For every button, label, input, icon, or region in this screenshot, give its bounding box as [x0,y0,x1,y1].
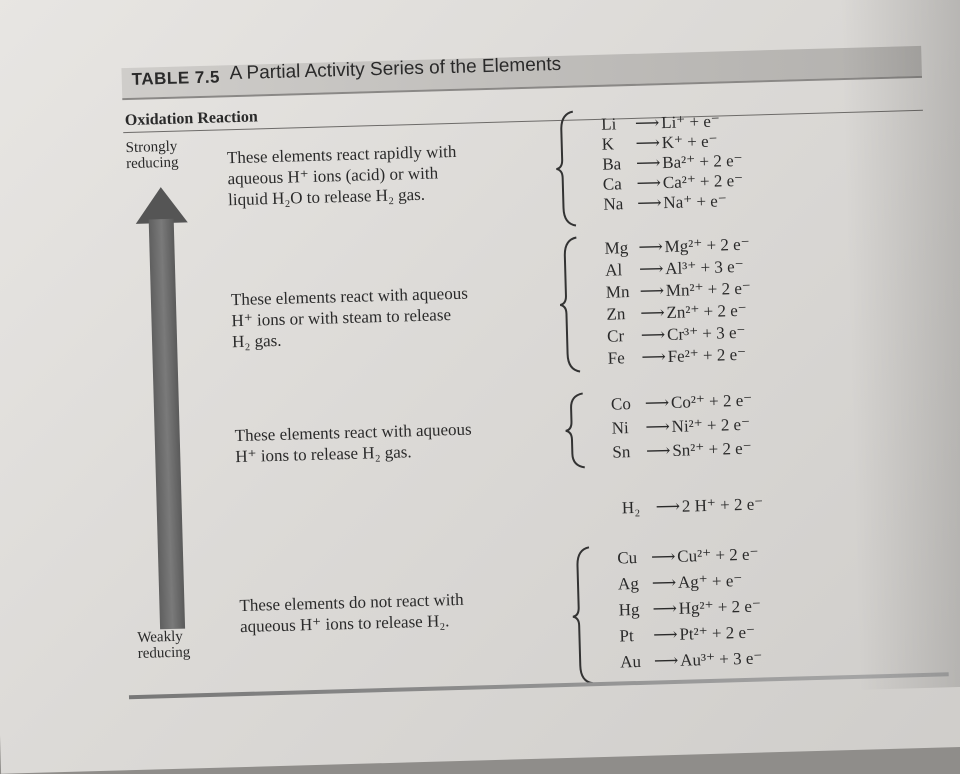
arrow-icon: ⟶ [635,153,661,173]
reaction-row [619,623,755,647]
reaction-row [606,279,752,303]
arrow-icon: ⟶ [636,173,662,193]
group-4-description [239,587,540,637]
products: Fe²⁺ + 2 e⁻ [667,344,747,367]
reactant: H₂ [621,497,641,518]
arrow-icon: ⟶ [653,624,678,645]
table-number: TABLE 7.5 [131,67,221,89]
reaction-row [618,597,761,621]
products: Au³⁺ + 3 e⁻ [679,648,763,670]
reaction-row [612,439,752,463]
reaction-row [606,301,747,325]
brace-group-4 [569,545,597,686]
arrow-icon: ⟶ [645,440,671,461]
desc-line: These elements react with aqueous [234,419,472,446]
arrow-icon: ⟶ [655,496,681,517]
reactant: Ba [602,154,622,174]
reactant: Cu [617,547,638,568]
arrow-icon: ⟶ [650,546,676,567]
reaction-row [611,415,750,439]
arrow-icon: ⟶ [638,237,664,257]
group-2-description [231,281,533,352]
reducing-strength-arrow [149,219,185,630]
arrow-icon: ⟶ [640,325,666,345]
products: Mn²⁺ + 2 e⁻ [665,278,752,301]
arrow-icon: ⟶ [652,598,678,619]
group-1-description [227,139,529,210]
strongly-text: Strongly [125,138,178,157]
weakly-text: Weakly [137,628,184,646]
reactant: Hg [618,599,640,620]
products: Li⁺ + e⁻ [660,111,721,133]
reactant: Cr [606,326,625,346]
products: Hg²⁺ + 2 e⁻ [678,596,762,618]
desc-line: liquid H₂O to release H₂ gas. [227,184,426,210]
products: Ba²⁺ + 2 e⁻ [662,150,743,173]
reducing-text-top: reducing [125,154,179,173]
products: Na⁺ + e⁻ [663,191,728,213]
column-heading: Oxidation Reaction [124,108,258,130]
desc-line: H₂ gas. [231,330,282,352]
table-title: A Partial Activity Series of the Elements [229,53,562,85]
reaction-row [607,323,746,347]
reaction-row [618,571,743,594]
reactant: Ag [617,573,640,594]
arrow-icon: ⟶ [635,133,661,153]
products: Sn²⁺ + 2 e⁻ [672,438,752,460]
products: Mg²⁺ + 2 e⁻ [664,234,750,257]
arrow-icon: ⟶ [638,259,664,279]
products: Al³⁺ + 3 e⁻ [664,256,744,279]
reactant: Zn [606,304,626,324]
page-shadow [839,0,960,690]
reactant: Fe [607,348,625,368]
reactant: Au [619,651,642,672]
reactant: Mn [605,282,630,302]
products: Cr³⁺ + 3 e⁻ [666,322,746,345]
arrow-icon: ⟶ [640,303,665,323]
products: Cu²⁺ + 2 e⁻ [677,544,759,566]
reactant: Sn [612,442,631,462]
desc-line: H⁺ ions or with steam to release [231,305,452,331]
desc-line: These elements do not react with [239,589,464,616]
reactant: Li [600,114,617,134]
reducing-text-bottom: reducing [137,644,191,662]
reaction-row [617,545,759,569]
reactant: Al [604,260,623,280]
reactant: Mg [604,238,629,258]
reactant: Ca [602,174,623,194]
desc-line: aqueous H⁺ ions to release H₂. [239,611,450,637]
reactant: K [601,134,615,154]
products: 2 H⁺ + 2 e⁻ [681,494,764,516]
weakly-reducing-label [137,628,190,661]
arrow-icon: ⟶ [634,113,660,133]
arrow-icon: ⟶ [641,347,667,367]
desc-line: These elements react rapidly with [226,141,457,168]
reaction-row [620,649,763,673]
arrow-icon: ⟶ [639,281,665,301]
reactant: Co [610,394,632,414]
reaction-row [605,257,744,281]
arrow-icon: ⟶ [644,393,670,413]
brace-group-1 [553,109,580,228]
reaction-row [604,235,750,259]
strongly-reducing-label [125,139,178,172]
reaction-row [603,191,727,214]
table-bottom-rule [129,672,949,699]
products: Ca²⁺ + 2 e⁻ [662,170,744,193]
desc-line: aqueous H⁺ ions (acid) or with [227,163,439,189]
reactant: Na [603,194,624,214]
reactant: Pt [619,626,634,646]
group-3-description [234,417,535,467]
products: Co²⁺ + 2 e⁻ [670,390,753,412]
reactant: Ni [611,418,629,438]
brace-group-2 [556,235,584,374]
reaction-row [607,345,746,369]
arrow-icon: ⟶ [651,572,677,593]
products: Zn²⁺ + 2 e⁻ [666,300,748,323]
arrow-icon: ⟶ [653,650,679,671]
products: K⁺ + e⁻ [661,131,718,153]
reaction-row [611,391,753,415]
products: Ni²⁺ + 2 e⁻ [671,414,751,436]
desc-line: H⁺ ions to release H₂ gas. [235,442,412,467]
desc-line: These elements react with aqueous [230,283,469,310]
brace-group-3 [563,391,589,470]
arrow-icon: ⟶ [636,193,662,213]
arrow-icon: ⟶ [645,417,671,437]
products: Pt²⁺ + 2 e⁻ [679,622,756,644]
hydrogen-reaction [622,494,764,518]
products: Ag⁺ + e⁻ [677,571,743,592]
